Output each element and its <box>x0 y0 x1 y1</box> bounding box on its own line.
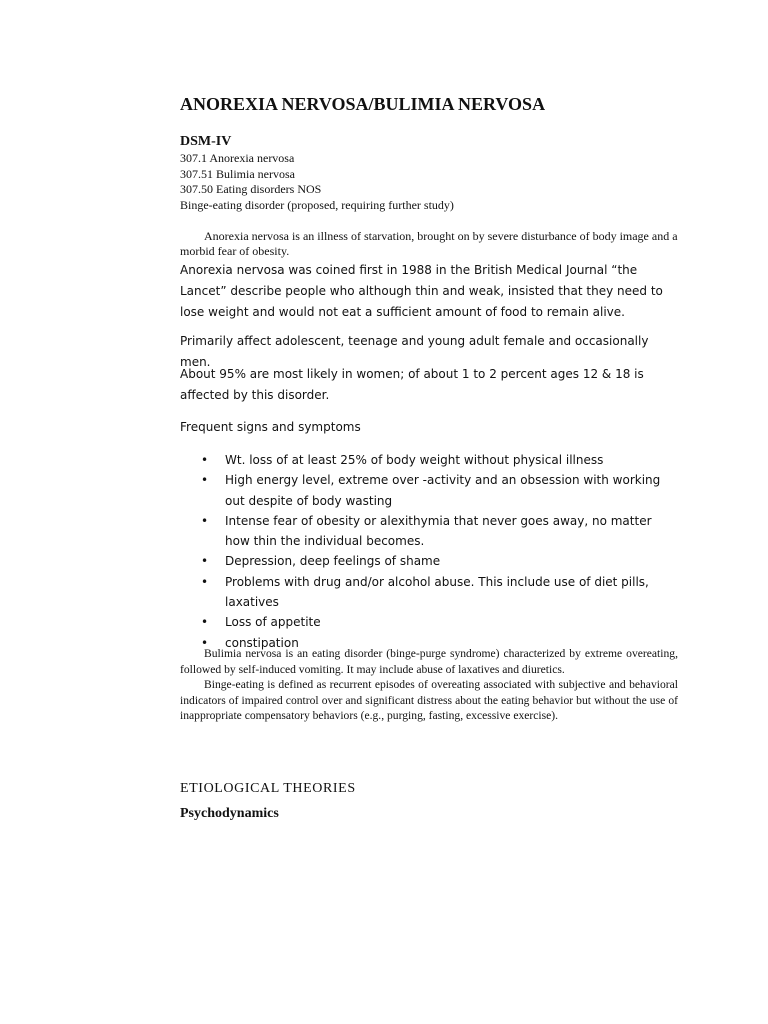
intro-paragraph: Anorexia nervosa is an illness of starvation, brought on by severe disturbance of body image and a morbid fear of obesity. <box>180 229 678 258</box>
list-item <box>180 551 680 571</box>
dsm-code-item: Binge-eating disorder (proposed, requiring further study) <box>180 197 454 212</box>
bullet-icon: • <box>201 615 209 630</box>
section-heading: ETIOLOGICAL THEORIES <box>180 781 356 796</box>
list-item <box>180 511 680 552</box>
affected-group-paragraph: Primarily affect adolescent, teenage and young adult female and occasionally men. <box>180 334 649 369</box>
prevalence-paragraph: About 95% are most likely in women; of about 1 to 2 percent ages 12 & 18 is affected by this disorder. <box>180 367 644 402</box>
dsm-heading: DSM-IV <box>180 134 232 149</box>
document-title: ANOREXIA NERVOSA/BULIMIA NERVOSA <box>180 94 546 114</box>
bullet-icon: • <box>201 554 209 569</box>
symptom-text: constipation <box>225 635 299 650</box>
list-item <box>180 572 680 613</box>
bullet-icon: • <box>201 473 209 488</box>
symptom-text: Problems with drug and/or alcohol abuse. This include use of diet pills, laxatives <box>225 574 649 610</box>
symptom-text: Loss of appetite <box>225 615 321 630</box>
bullet-icon: • <box>201 574 209 589</box>
dsm-code-item: 307.50 Eating disorders NOS <box>180 182 322 196</box>
symptom-text: Depression, deep feelings of shame <box>225 554 441 569</box>
bullet-icon: • <box>201 513 209 528</box>
bullet-icon: • <box>201 635 209 650</box>
bulimia-section <box>180 646 678 724</box>
list-item <box>180 450 680 470</box>
list-item <box>180 612 680 632</box>
dsm-code-item: 307.1 Anorexia nervosa <box>180 151 295 165</box>
symptom-text: Wt. loss of at least 25% of body weight without physical illness <box>225 453 604 467</box>
symptoms-heading: Frequent signs and symptoms <box>180 420 361 434</box>
dsm-code-item: 307.51 Bulimia nervosa <box>180 166 295 181</box>
dsm-code-list <box>180 151 454 213</box>
binge-eating-paragraph: Binge-eating is defined as recurrent episodes of overeating associated with subjective and behavioral indicators of impaired control over and significant distress about the eating behavior but without the use of inappropriate compensatory behaviors (e.g., purging, fasting, excessive exercise). <box>180 678 678 722</box>
bulimia-paragraph: Bulimia nervosa is an eating disorder (binge-purge syndrome) characterized by extreme overeating, followed by self-induced vomiting. It may include abuse of laxatives and diuretics. <box>180 647 678 676</box>
symptom-text: Intense fear of obesity or alexithymia that never goes away, no matter how thin the individual becomes. <box>225 513 652 549</box>
list-item <box>180 470 680 511</box>
symptom-text: High energy level, extreme over -activity and an obsession with working out despite of body wasting <box>225 473 661 508</box>
symptom-list <box>180 450 680 653</box>
lancet-paragraph: Anorexia nervosa was coined first in 1988 in the British Medical Journal “the Lancet” describe people who although thin and weak, insisted that they need to lose weight and would not eat a sufficient amount of food to remain alive. <box>180 263 663 319</box>
bullet-icon: • <box>201 453 209 467</box>
subsection-heading: Psychodynamics <box>180 806 279 821</box>
